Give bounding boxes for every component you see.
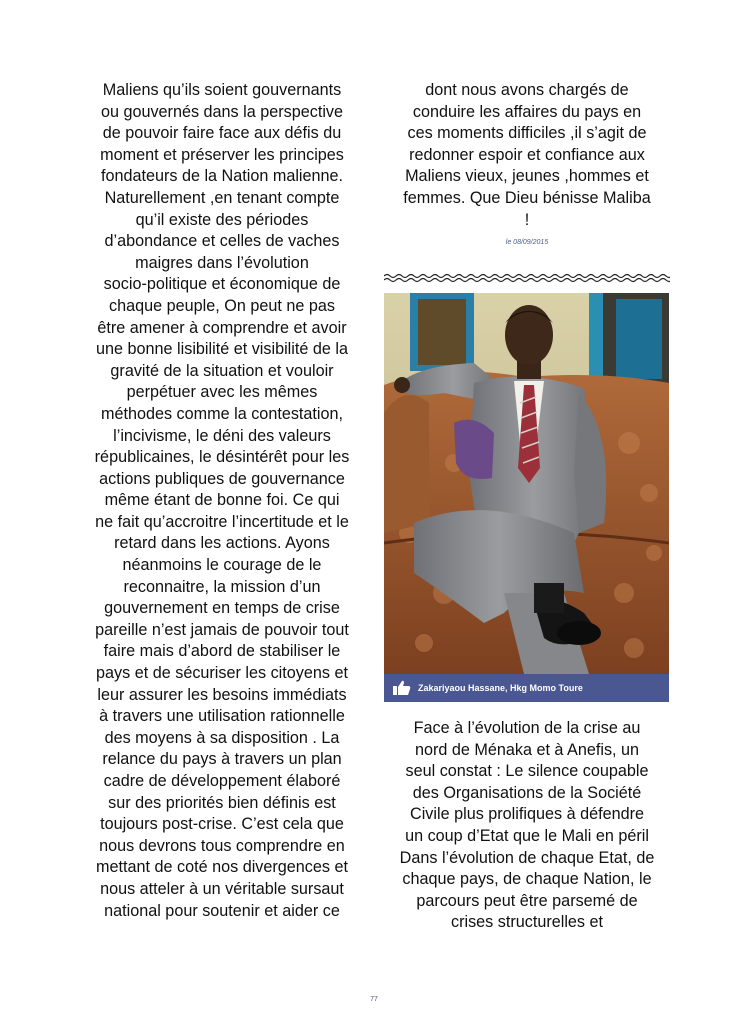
page-number: 77 bbox=[370, 996, 378, 1003]
right-column-bottom-text: Face à l’évolution de la crise au nord de Ménaka et à Anefis, un seul constat : Le silence coupable des Organisations de la Société Civile plus prolifiques à défendre un coup d’Etat que le Mali en péril Dans l’évolution de chaque Etat, de chaque pays, de chaque Nation, le parcours peut être parsemé de crises structurelles et bbox=[399, 719, 655, 932]
photo-caption: Zakariyaou Hassane, Hkg Momo Toure bbox=[418, 683, 583, 693]
photo-caption-bar bbox=[384, 674, 669, 702]
wavy-divider bbox=[384, 273, 670, 283]
portrait-photo bbox=[384, 293, 669, 674]
left-column-text: Maliens qu’ils soient gouvernants ou gouvernés dans la perspective de pouvoir faire face aux défis du moment et préserver les principes fondateurs de la Nation malienne. Naturellement ,en tenant compte qu’il existe des périodes d’abondance et celles de vaches maigres dans l’évolution socio-politique et économique de chaque peuple, On peut ne pas être amener à comprendre et avoir une bonne lisibilité et visibilité de la gravité de la situation et vouloir perpétuer avec les mêmes méthodes comme la contestation, l’incivisme, le déni des valeurs républicaines, le désintérêt pour les actions publiques de gouvernance même étant de bonne foi. Ce qui ne fait qu’accroitre l’incertitude et le retard dans les actions. Ayons néanmoins le courage de le reconnaitre, la mission d’un gouvernement en temps de crise pareille n’est jamais de pouvoir tout faire mais d’abord de stabiliser le pays et de sécuriser les citoyens et leur assurer les besoins immédiats à travers une utilisation rationnelle des moyens à sa disposition . La relance du pays à travers un plan cadre de développement élaboré sur des priorités bien définis est toujours post-crise. C’est cela que nous devrons tous comprendre en mettant de coté nos divergences et nous atteler à un véritable sursaut national pour soutenir et aider ce bbox=[94, 81, 350, 920]
right-column-top-text: dont nous avons chargés de conduire les affaires du pays en ces moments difficiles ,il s’agit de redonner espoir et confiance aux Maliens vieux, jeunes ,hommes et femmes. Que Dieu bénisse Maliba ! bbox=[403, 81, 651, 229]
thumbs-up-icon[interactable] bbox=[392, 680, 412, 696]
article-date: le 08/09/2015 bbox=[505, 239, 549, 246]
